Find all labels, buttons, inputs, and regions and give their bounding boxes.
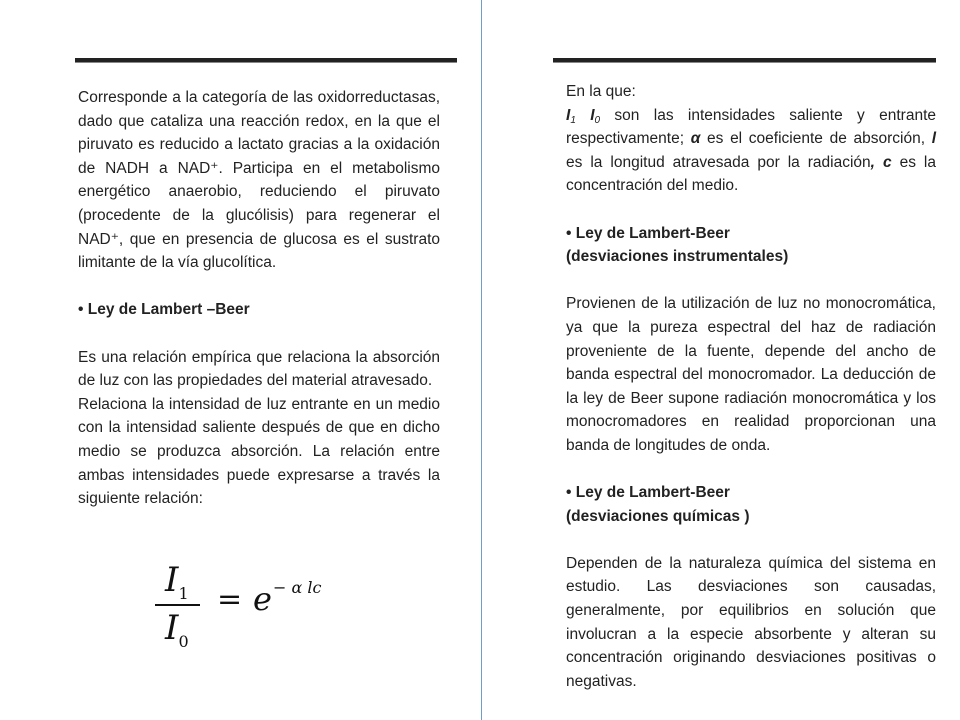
right-column	[566, 80, 936, 693]
paragraph-instrumental: Provienen de la utilización de luz no monocromática, ya que la pureza espectral del haz de radiación proveniente de la fuente, depende del ancho de banda espectral del monocromador. La deducción de la ley de Beer supone radiación monocromática y los monocromadores en realidad proporcionan una banda de longitudes de onda.	[566, 295, 936, 454]
left-column	[78, 86, 440, 511]
bullet-icon: •	[566, 224, 576, 242]
paragraph-chemical: Dependen de la naturaleza química del sistema en estudio. Las desviaciones son causadas, generalmente, por equilibrios en solución que involucran a la especie absorbente y alteran su concentración originando desviaciones positivas o negativas.	[566, 554, 936, 690]
formula-denominator: $I_0$	[165, 608, 189, 651]
formula-base: e	[253, 580, 272, 618]
column-divider	[481, 0, 482, 720]
bullet-icon: •	[78, 301, 88, 319]
heading-chemical-deviations: • Ley de Lambert-Beer (desviaciones químicas )	[566, 484, 750, 525]
paragraph-ldh: Corresponde a la categoría de las oxidorreductasas, dado que cataliza una reacción redox, en la que el piruvato es reducido a lactato gracias a la oxidación de NADH a NAD⁺. Participa en el metabolismo energético anaerobio, reduciendo el piruvato (procedente de la glucólisis) para regenerar el NAD⁺, que en presencia de glucosa es el sustrato limitante de la vía glucolítica.	[78, 89, 440, 272]
formula-numerator: $I_1$	[165, 560, 189, 603]
paragraph-variables: $I_1$ $I_0$ son las intensidades saliente y entrante respectivamente; α es el coeficiente de absorción, l es la longitud atravesada por la radiación, c es la concentración del medio.	[566, 106, 936, 195]
heading-instrumental-deviations: • Ley de Lambert-Beer (desviaciones instrumentales)	[566, 224, 789, 266]
bullet-icon: •	[566, 484, 576, 502]
left-top-rule	[75, 58, 457, 63]
beer-lambert-formula	[155, 560, 345, 655]
paragraph-relation: Relaciona la intensidad de luz entrante en un medio con la intensidad saliente después de que en dicho medio se produzca absorción. La relación entre ambas intensidades puede expresarse a través la siguiente relación:	[78, 395, 440, 508]
formula-equals: =	[217, 582, 243, 617]
heading-lambert-beer: • Ley de Lambert –Beer	[78, 301, 250, 319]
alpha-symbol: α	[690, 130, 701, 148]
formula-exponent: − α lc	[273, 578, 322, 597]
paragraph-definition: Es una relación empírica que relaciona la absorción de luz con las propiedades del material atravesado.	[78, 348, 440, 390]
fraction-bar	[155, 604, 200, 606]
intro-text: En la que:	[566, 83, 636, 100]
right-top-rule	[553, 58, 936, 63]
